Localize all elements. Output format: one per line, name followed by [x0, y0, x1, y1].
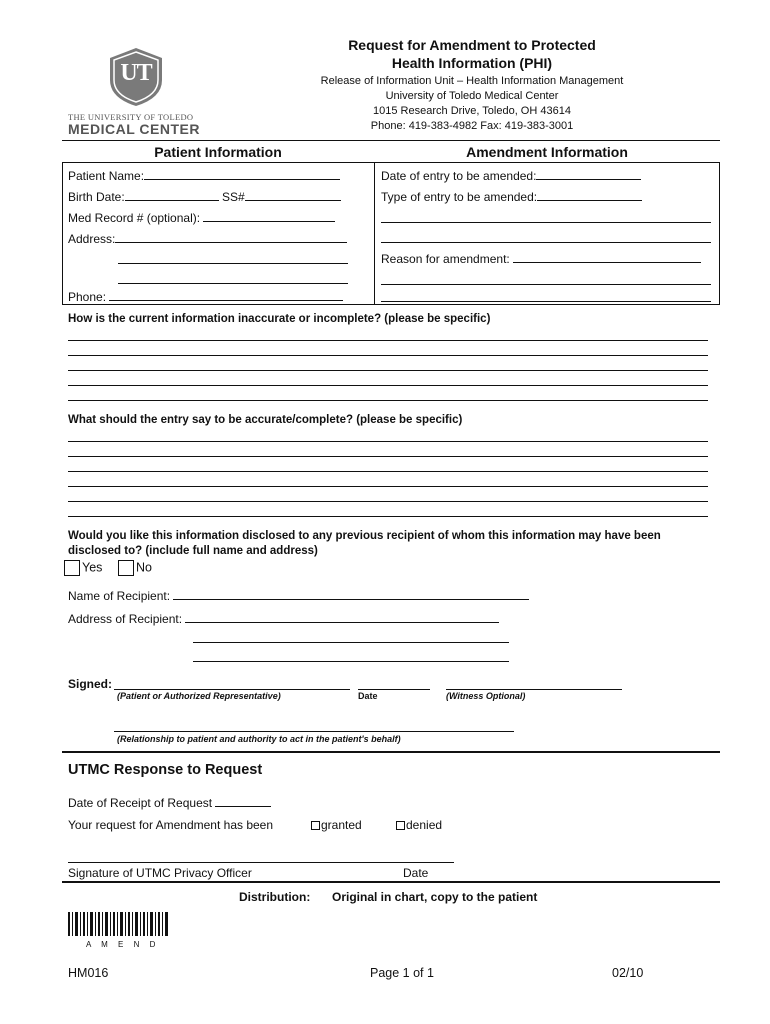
- birth-date-blank[interactable]: [125, 188, 219, 201]
- witness-caption: (Witness Optional): [446, 691, 526, 701]
- yes-option[interactable]: [64, 560, 102, 576]
- answer-line[interactable]: [68, 400, 708, 401]
- reason-blank-3[interactable]: [381, 301, 711, 302]
- recipient-address-label: Address of Recipient:: [68, 612, 183, 626]
- form-title-line2: Health Information (PHI): [391, 55, 553, 71]
- box-top-rule: [62, 140, 720, 141]
- answer-line[interactable]: [68, 340, 708, 341]
- answer-line[interactable]: [68, 501, 708, 502]
- question-disclose-2: disclosed to? (include full name and address): [68, 545, 318, 557]
- logo: [68, 46, 208, 138]
- denied-label: denied: [406, 818, 443, 832]
- answer-line[interactable]: [68, 486, 708, 487]
- recipient-name-label: Name of Recipient:: [68, 589, 171, 603]
- request-status-label: Your request for Amendment has been: [68, 818, 274, 832]
- amendment-blank-1[interactable]: [381, 222, 711, 223]
- yes-checkbox[interactable]: [64, 560, 80, 576]
- barcode-icon: [68, 912, 170, 936]
- relationship-caption: (Relationship to patient and authority to act in the patient's behalf): [117, 734, 401, 744]
- patient-name-field[interactable]: [68, 167, 340, 183]
- address-field[interactable]: [68, 230, 347, 246]
- distribution-divider: [62, 881, 720, 883]
- answer-line[interactable]: [68, 370, 708, 371]
- patient-name-blank[interactable]: [144, 167, 340, 180]
- form-revision: 02/10: [612, 966, 644, 980]
- answer-line[interactable]: [68, 471, 708, 472]
- officer-signature-line[interactable]: [68, 862, 454, 863]
- relationship-line[interactable]: [114, 731, 514, 732]
- granted-checkbox[interactable]: [311, 821, 320, 830]
- receipt-date-blank[interactable]: [215, 794, 271, 807]
- barcode: [68, 912, 170, 949]
- denied-option[interactable]: [396, 818, 442, 832]
- address-label: Address:: [68, 232, 116, 246]
- signed-label: Signed:: [68, 677, 112, 691]
- entry-type-label: Type of entry to be amended:: [381, 190, 538, 204]
- no-label: No: [136, 560, 152, 575]
- recipient-address-field[interactable]: [68, 610, 499, 626]
- yes-label: Yes: [82, 560, 103, 575]
- sub-line3: 1015 Research Drive, Toledo, OH 43614: [373, 105, 571, 117]
- box-divider: [374, 162, 375, 304]
- receipt-date-field[interactable]: [68, 794, 271, 810]
- question-inaccurate: How is the current information inaccurate or incomplete? (please be specific): [68, 313, 491, 325]
- date-line[interactable]: [358, 689, 430, 690]
- phone-field[interactable]: [68, 288, 343, 304]
- box-heading-rule: [62, 162, 720, 163]
- no-checkbox[interactable]: [118, 560, 134, 576]
- answer-line[interactable]: [68, 355, 708, 356]
- date-caption: Date: [358, 691, 378, 701]
- distribution-value: Original in chart, copy to the patient: [332, 890, 538, 904]
- question-disclose-1: Would you like this information disclosed to any previous recipient of whom this information may have been: [68, 530, 661, 542]
- logo-letters: UT: [120, 60, 152, 86]
- recipient-address-blank-2[interactable]: [193, 642, 509, 643]
- ss-blank[interactable]: [245, 188, 341, 201]
- med-record-label: Med Record # (optional):: [68, 211, 201, 225]
- phone-blank[interactable]: [109, 288, 343, 301]
- denied-checkbox[interactable]: [396, 821, 405, 830]
- med-record-field[interactable]: [68, 209, 335, 225]
- form-id: HM016: [68, 966, 109, 980]
- address-blank-2[interactable]: [118, 263, 348, 264]
- page-number: Page 1 of 1: [370, 966, 434, 980]
- logo-line1: THE UNIVERSITY OF TOLEDO: [68, 112, 194, 122]
- entry-date-field[interactable]: [381, 167, 641, 183]
- sub-line2: University of Toledo Medical Center: [385, 90, 559, 102]
- patient-name-label: Patient Name:: [68, 169, 145, 183]
- patient-rep-caption: (Patient or Authorized Representative): [117, 691, 281, 701]
- ss-label: SS#: [222, 190, 245, 204]
- form-title-line1: Request for Amendment to Protected: [348, 37, 596, 53]
- witness-line[interactable]: [446, 689, 622, 690]
- recipient-address-blank-3[interactable]: [193, 661, 509, 662]
- entry-type-blank[interactable]: [537, 188, 642, 201]
- address-blank-1[interactable]: [115, 230, 347, 243]
- answer-line[interactable]: [68, 385, 708, 386]
- receipt-date-label: Date of Receipt of Request: [68, 796, 213, 810]
- amendment-blank-2[interactable]: [381, 242, 711, 243]
- reason-blank[interactable]: [513, 250, 701, 263]
- response-heading: UTMC Response to Request: [68, 762, 263, 778]
- entry-date-label: Date of entry to be amended:: [381, 169, 537, 183]
- birth-date-field[interactable]: [68, 188, 341, 204]
- sub-line1: Release of Information Unit – Health Information Management: [320, 75, 624, 87]
- logo-line2: MEDICAL CENTER: [68, 121, 200, 137]
- sub-line4: Phone: 419-383-4982 Fax: 419-383-3001: [370, 120, 574, 132]
- reason-field[interactable]: [381, 250, 701, 266]
- box-bottom-rule: [62, 304, 720, 305]
- med-record-blank[interactable]: [203, 209, 335, 222]
- answer-line[interactable]: [68, 441, 708, 442]
- granted-label: granted: [321, 818, 362, 832]
- amendment-info-heading: Amendment Information: [466, 144, 628, 160]
- entry-date-blank[interactable]: [536, 167, 641, 180]
- phone-label: Phone:: [68, 290, 107, 304]
- patient-info-heading: Patient Information: [154, 144, 282, 160]
- officer-date-label: Date: [403, 866, 429, 880]
- granted-option[interactable]: [311, 818, 362, 832]
- recipient-name-blank[interactable]: [173, 587, 529, 600]
- signature-line[interactable]: [114, 689, 350, 690]
- question-accurate: What should the entry say to be accurate/complete? (please be specific): [68, 414, 463, 426]
- entry-type-field[interactable]: [381, 188, 642, 204]
- no-option[interactable]: [118, 560, 152, 576]
- box-right-border: [719, 162, 720, 304]
- officer-signature-label: Signature of UTMC Privacy Officer: [68, 866, 252, 880]
- address-blank-3[interactable]: [118, 283, 348, 284]
- reason-label: Reason for amendment:: [381, 252, 510, 266]
- birth-date-label: Birth Date:: [68, 190, 125, 204]
- box-left-border: [62, 162, 63, 304]
- answer-line[interactable]: [68, 516, 708, 517]
- response-divider: [62, 751, 720, 753]
- reason-blank-2[interactable]: [381, 284, 711, 285]
- distribution-label: Distribution:: [239, 890, 311, 904]
- recipient-name-field[interactable]: [68, 587, 529, 603]
- recipient-address-blank[interactable]: [185, 610, 499, 623]
- answer-line[interactable]: [68, 456, 708, 457]
- barcode-text: A M E N D: [86, 940, 160, 949]
